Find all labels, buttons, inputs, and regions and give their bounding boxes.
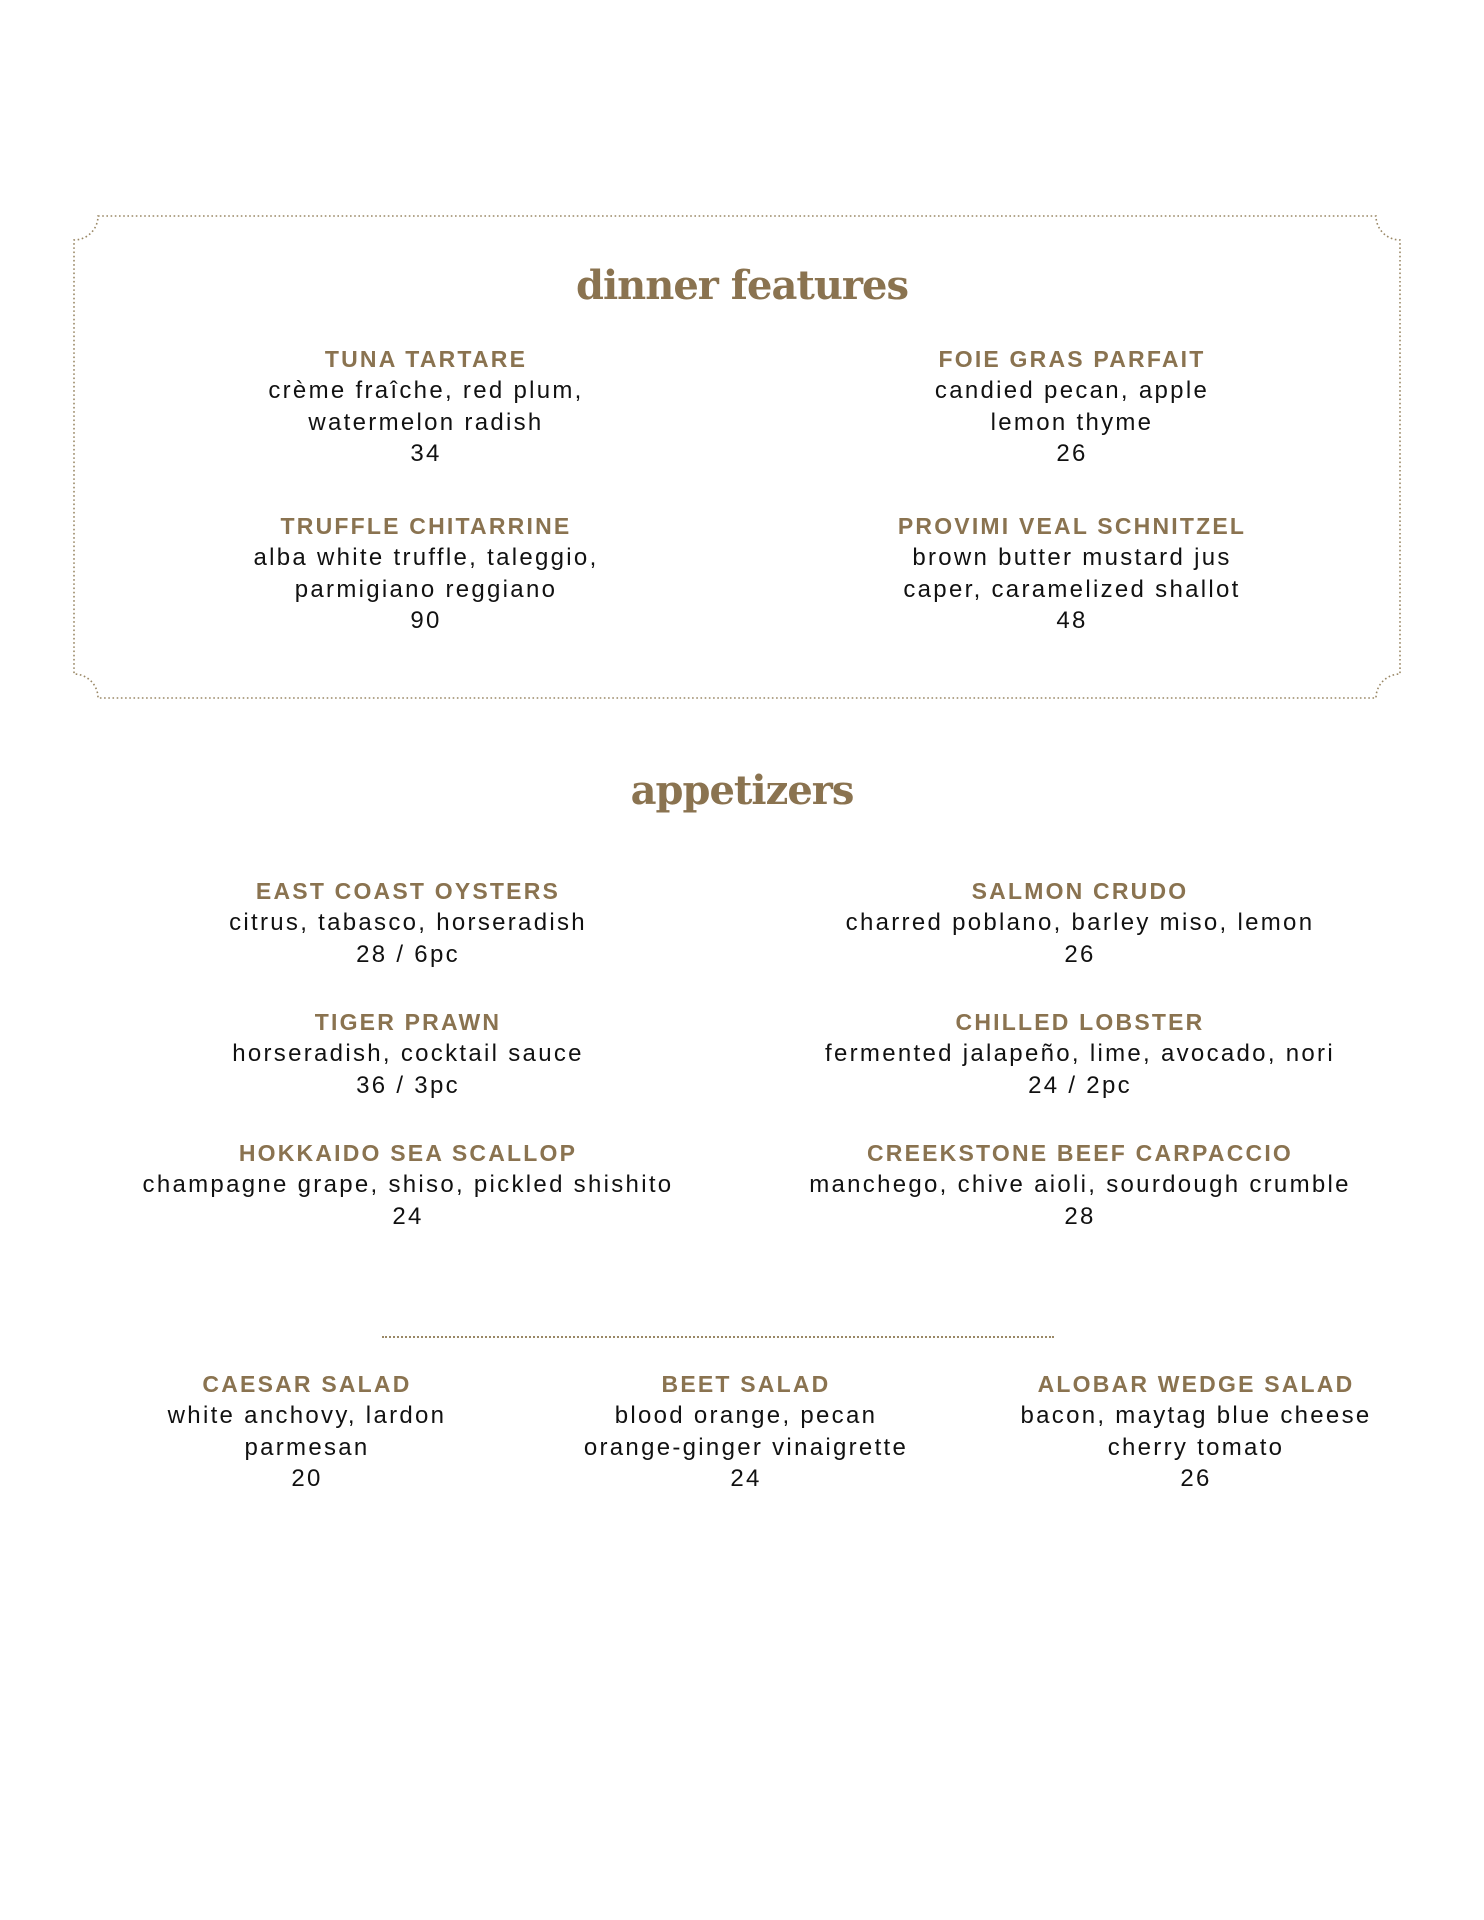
menu-item-foie-gras-parfait: [935, 344, 1209, 470]
item-name: FOIE GRAS PARFAIT: [938, 346, 1206, 372]
item-description: candied pecan, apple: [934, 377, 1210, 404]
menu-item-tiger-prawn: [232, 1007, 584, 1101]
item-name: EAST COAST OYSTERS: [255, 878, 561, 904]
item-price: 24: [730, 1465, 762, 1492]
item-description: brown butter mustard jus: [912, 544, 1232, 571]
item-description: white anchovy, lardon: [167, 1402, 447, 1429]
item-name: CREEKSTONE BEEF CARPACCIO: [866, 1140, 1294, 1166]
item-description: orange-ginger vinaigrette: [583, 1433, 909, 1461]
item-name: HOKKAIDO SEA SCALLOP: [238, 1140, 578, 1166]
item-description: manchego, chive aioli, sourdough crumble: [809, 1171, 1351, 1198]
item-price: 34: [410, 440, 442, 467]
item-price: 28: [1064, 1202, 1096, 1230]
item-name: TRUFFLE CHITARRINE: [280, 513, 572, 539]
item-price: 26: [1180, 1465, 1212, 1492]
menu-item-tuna-tartare: [268, 344, 583, 470]
item-description: bacon, maytag blue cheese: [1020, 1402, 1372, 1429]
menu-item-hokkaido-sea-scallop: [143, 1138, 674, 1232]
item-name: TUNA TARTARE: [324, 346, 528, 372]
item-price: 36 / 3pc: [356, 1071, 460, 1099]
item-price: 28 / 6pc: [356, 940, 460, 968]
item-name: ALOBAR WEDGE SALAD: [1037, 1371, 1355, 1397]
item-price: 20: [291, 1465, 323, 1492]
item-description: fermented jalapeño, lime, avocado, nori: [825, 1040, 1335, 1067]
item-price: 48: [1056, 607, 1088, 634]
item-description: alba white truffle, taleggio,: [253, 544, 599, 571]
item-description: citrus, tabasco, horseradish: [229, 909, 587, 936]
menu-item-chilled-lobster: [825, 1007, 1335, 1101]
item-name: SALMON CRUDO: [971, 878, 1189, 904]
menu-item-creekstone-beef-carpaccio: [809, 1138, 1351, 1232]
item-description: charred poblano, barley miso, lemon: [845, 909, 1315, 936]
item-name: BEET SALAD: [661, 1371, 831, 1397]
item-description: caper, caramelized shallot: [903, 575, 1241, 603]
dinner-features-title: dinner features: [576, 262, 908, 309]
item-description: horseradish, cocktail sauce: [232, 1040, 584, 1067]
menu-item-salmon-crudo: [846, 876, 1315, 970]
menu-item-truffle-chitarrine: [253, 511, 598, 637]
item-description: parmesan: [244, 1433, 370, 1461]
item-description: blood orange, pecan: [614, 1402, 878, 1429]
menu-item-caesar-salad: [168, 1369, 447, 1495]
item-price: 90: [410, 607, 442, 634]
item-description: watermelon radish: [308, 408, 544, 436]
item-description: cherry tomato: [1107, 1433, 1285, 1461]
item-price: 24: [392, 1202, 424, 1230]
item-description: lemon thyme: [990, 408, 1154, 436]
item-price: 24 / 2pc: [1028, 1071, 1132, 1099]
item-price: 26: [1064, 940, 1096, 968]
section-divider: [382, 1336, 1054, 1338]
item-description: champagne grape, shiso, pickled shishito: [142, 1171, 674, 1198]
item-name: PROVIMI VEAL SCHNITZEL: [897, 513, 1247, 539]
item-description: parmigiano reggiano: [294, 575, 558, 603]
menu-item-alobar-wedge-salad: [1020, 1369, 1371, 1495]
item-price: 26: [1056, 440, 1088, 467]
menu-item-east-coast-oysters: [229, 876, 587, 970]
menu-item-beet-salad: [584, 1369, 908, 1495]
item-description: crème fraîche, red plum,: [268, 377, 584, 404]
item-name: CHILLED LOBSTER: [955, 1009, 1205, 1035]
appetizers-title: appetizers: [630, 767, 854, 814]
item-name: CAESAR SALAD: [202, 1371, 412, 1397]
item-name: TIGER PRAWN: [314, 1009, 502, 1035]
menu-item-provimi-veal-schnitzel: [898, 511, 1246, 637]
